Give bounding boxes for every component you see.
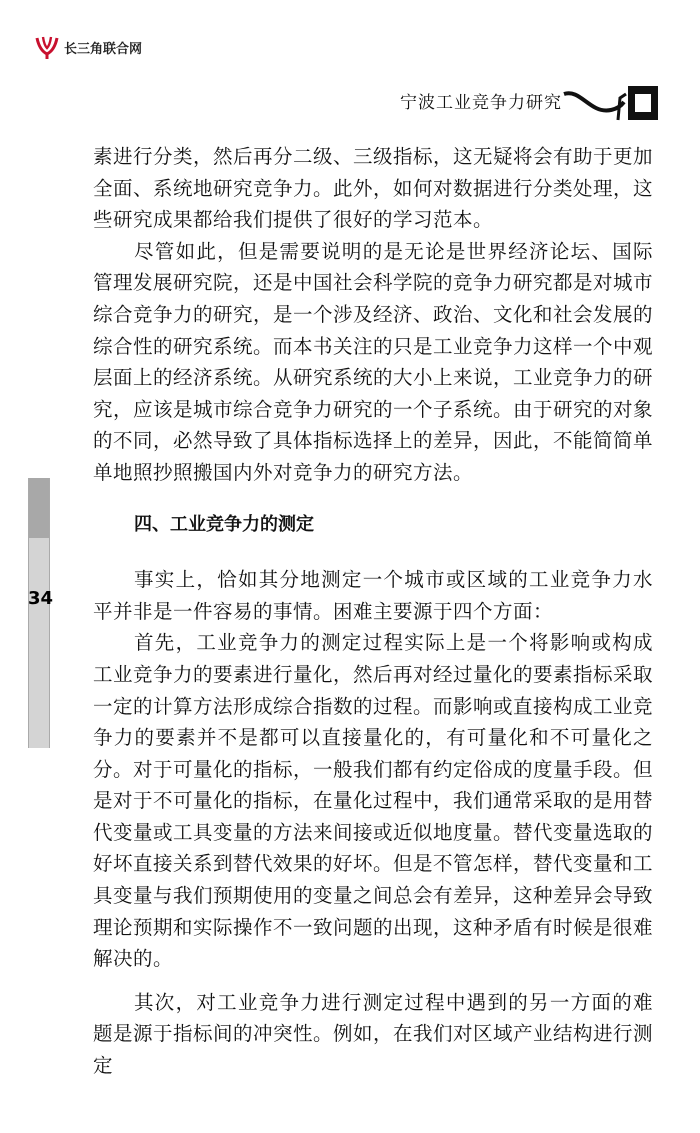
side-tab-shade [29,478,49,538]
section-heading: 四、工业竞争力的测定 [134,513,314,535]
running-head-title: 宁波工业竞争力研究 [400,93,562,113]
page-number: 34 [28,588,54,609]
site-name: 长三角联合网 [64,41,143,57]
paragraph: 事实上，恰如其分地测定一个城市或区域的工业竞争力水平并非是一件容易的事情。困难主要源于四个方面： [93,568,653,623]
header-ornament-icon [562,80,662,124]
site-logo [34,34,142,60]
paragraph-continuation: 素进行分类，然后再分二级、三级指标，这无疑将会有助于更加全面、系统地研究竞争力。此外，如何对数据进行分类处理，这些研究成果都给我们提供了很好的学习范本。 [93,145,654,232]
paragraph: 首先，工业竞争力的测定过程实际上是一个将影响或构成工业竞争力的要素进行量化，然后再对经过量化的要素指标采取一定的计算方法形成综合指数的过程。而影响或直接构成工业竞争力的要素并不是都可以直接量化的，有可量化和不可量化之分。对于可量化的指标，一般我们都有约定俗成的度量手段。但是对于不可量化的指标，在量化过程中，我们通常采取的是用替代变量或工具变量的方法来间接或近似地度量。替代变量选取的好坏直接关系到替代效果的好坏。但是不管怎样，替代变量和工具变量与我们预期使用的变量之间总会有差异，这种差异会导致理论预期和实际操作不一致问题的出现，这种矛盾有时候是很难解决的。 [93,631,654,971]
page-content [93,141,653,1082]
site-logo-icon [34,34,60,60]
page-side-tab [28,478,54,748]
paragraph: 尽管如此，但是需要说明的是无论是世界经济论坛、国际管理发展研究院，还是中国社会科学院的竞争力研究都是对城市综合竞争力的研究，是一个涉及经济、政治、文化和社会发展的综合性的研究系统。而本书关注的只是工业竞争力这样一个中观层面上的经济系统。从研究系统的大小上来说，工业竞争力的研究，应该是城市综合竞争力研究的一个子系统。由于研究的对象的不同，必然导致了具体指标选择上的差异，因此，不能简简单单地照抄照搬国内外对竞争力的研究方法。 [93,239,654,484]
paragraph: 其次，对工业竞争力进行测定过程中遇到的另一方面的难题是源于指标间的冲突性。例如，在我们对区域产业结构进行测定 [93,990,654,1078]
